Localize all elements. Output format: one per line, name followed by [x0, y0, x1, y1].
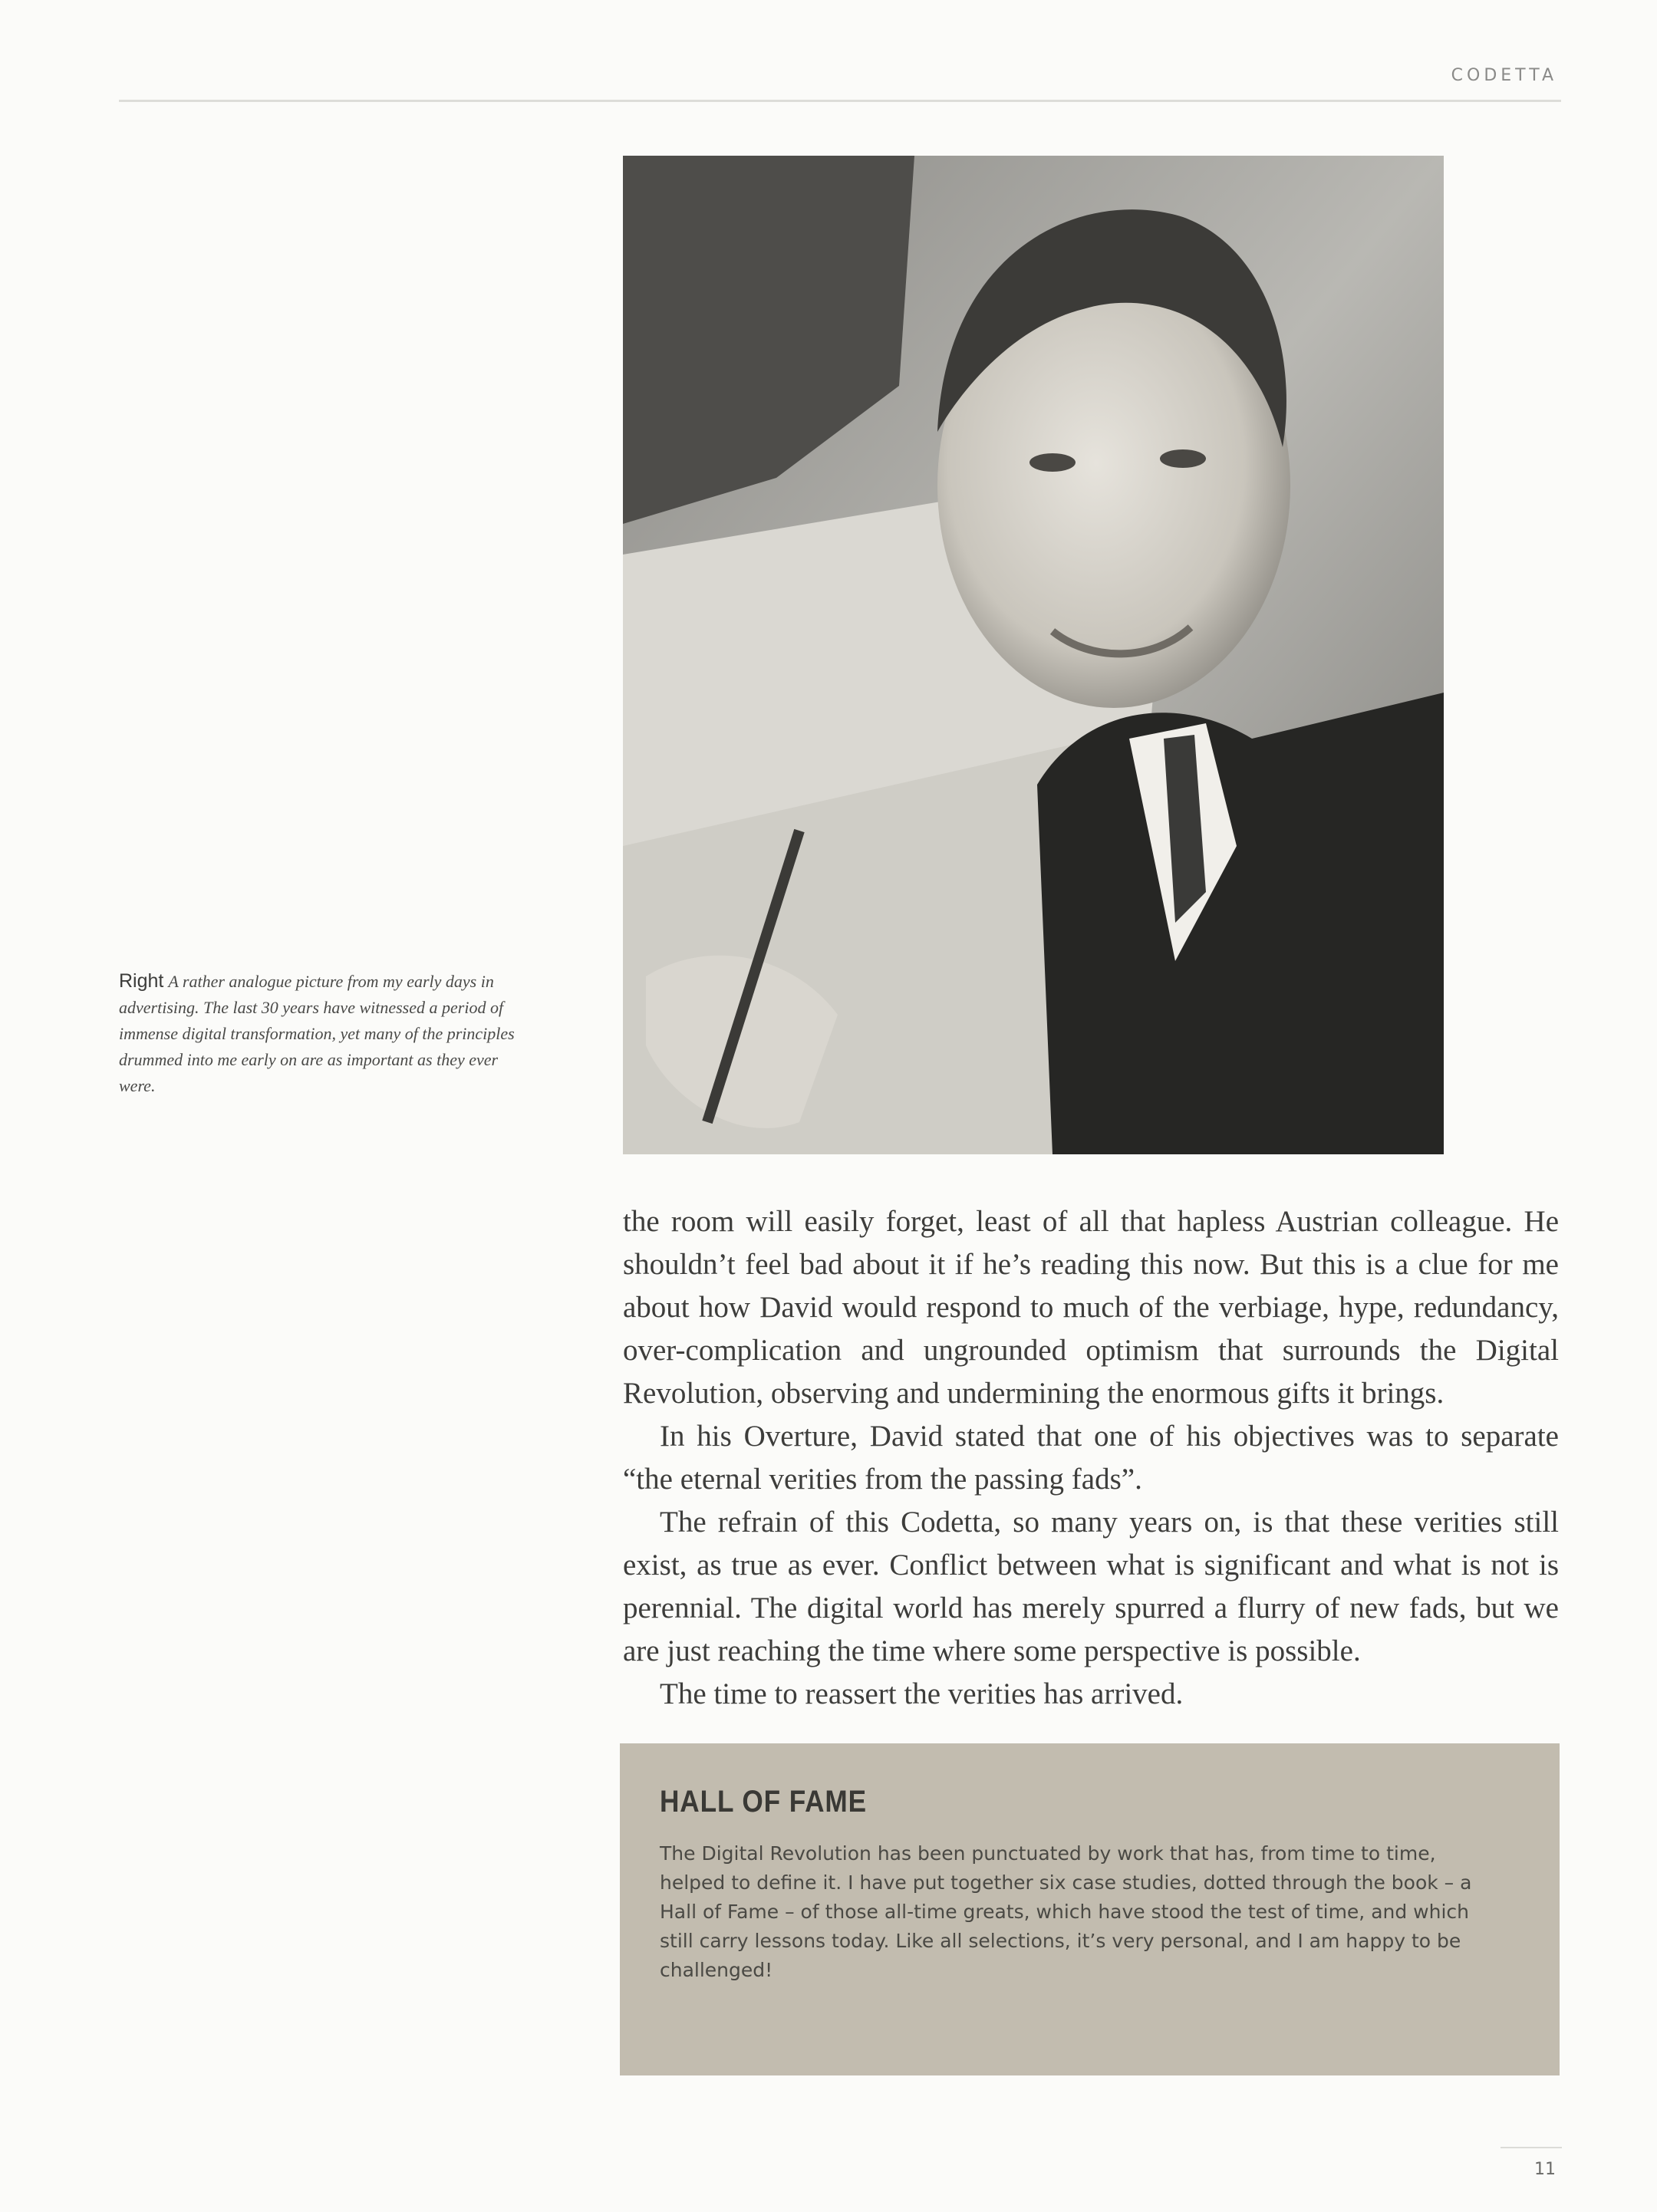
hall-of-fame-box — [620, 1743, 1560, 2075]
body-paragraph-1: the room will easily forget, least of all that hapless Austrian colleague. He shouldn’t feel bad about it if he’s reading this now. But this is a clue for me about how David would respond to much of the verbiage, hype, redundancy, over-complication and ungrounded optimism that surrounds the Digital Revolution, observing and undermining the enormous gifts it brings. — [623, 1205, 1559, 1410]
hall-of-fame-title: HALL OF FAME — [660, 1785, 867, 1819]
body-text — [623, 1200, 1559, 1716]
caption-lead: Right — [119, 970, 164, 992]
caption-text: A rather analogue picture from my early days in advertising. The last 30 years have witnessed a period of immense digital transformation, yet many of the principles drummed into me early on are as important as they ever were. — [119, 972, 515, 1095]
body-paragraph-4: The time to reassert the verities has arrived. — [660, 1677, 1184, 1710]
page-number: 11 — [1534, 2160, 1556, 2179]
body-paragraph-2: In his Overture, David stated that one of his objectives was to separate “the eternal verities from the passing fads”. — [623, 1420, 1559, 1496]
running-head: CODETTA — [1451, 66, 1557, 85]
photo-caption — [119, 968, 518, 1099]
portrait-illustration — [623, 156, 1444, 1154]
portrait-photo — [623, 156, 1444, 1154]
hall-of-fame-text: The Digital Revolution has been punctuated by work that has, from time to time, helped to define it. I have put together six case studies, dotted through the book – a Hall of Fame – of those all-time greats, which have stood the test of time, and which still carry lessons today. Like all selections, it’s very personal, and I am happy to be challenged! — [660, 1842, 1472, 1981]
body-paragraph-3: The refrain of this Codetta, so many years on, is that these verities still exist, as true as ever. Conflict between what is significant and what is not is perennial. The digital world has merely spurred a flurry of new fads, but we are just reaching the time where some perspective is possible. — [623, 1506, 1559, 1667]
folio-rule — [1501, 2147, 1562, 2148]
header-rule — [119, 100, 1561, 102]
